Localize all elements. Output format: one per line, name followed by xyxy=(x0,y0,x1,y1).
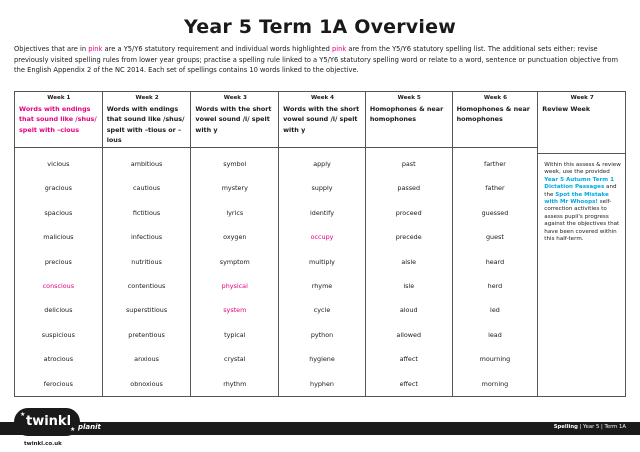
week-label: Week 6 xyxy=(483,95,507,101)
spelling-overview-table xyxy=(14,91,626,397)
spelling-word: heard xyxy=(485,257,505,266)
review-text-3: self- correction activities to assess pupil's progress against the objectives that have been covered within this half-term. xyxy=(544,199,620,243)
spelling-rule-heading: Homophones & near homophones xyxy=(456,105,530,124)
dictation-passages-link[interactable]: Year 5 Autumn Term 1 Dictation Passages xyxy=(544,176,614,191)
word-list xyxy=(366,148,452,396)
week-label: Week 1 xyxy=(47,95,71,101)
spelling-word: passed xyxy=(397,184,421,193)
spelling-word: delicious xyxy=(44,306,73,315)
twinkl-logo xyxy=(14,408,84,447)
review-text xyxy=(538,154,625,243)
logo-wordmark: twinkl xyxy=(26,414,72,429)
spelling-word: gracious xyxy=(44,184,72,193)
spelling-word: crystal xyxy=(224,355,246,364)
spelling-word: nutritious xyxy=(131,257,162,266)
spelling-word: precious xyxy=(44,257,72,266)
spelling-word: mystery xyxy=(221,184,248,193)
week-column xyxy=(15,92,103,396)
spelling-rule-heading: Words with the short vowel sound /i/ spelt with y xyxy=(283,105,360,134)
spelling-word: typical xyxy=(224,330,246,339)
spelling-word: father xyxy=(485,184,505,193)
spelling-word: apply xyxy=(313,160,331,169)
intro-text-1: Objectives that are in xyxy=(14,45,89,53)
intro-text-3: are from the Y5/Y6 statutory spelling list. The additional sets either: revise previously visited spelling rules from lower year groups; practise a spelling rule linked to a Y5/Y6 statutory spelling word or relate to a word, sentence or punctuation objective from the English Appendix 2 of the NC 2014. Each set of spellings contains 10 words linked to the objective. xyxy=(14,45,618,75)
review-header xyxy=(538,92,625,154)
spelling-word: oxygen xyxy=(223,233,247,242)
spelling-word: superstitious xyxy=(125,306,168,315)
week-label: Week 7 xyxy=(570,95,594,101)
word-list xyxy=(279,148,365,396)
spelling-word: isle xyxy=(403,282,415,291)
footer-label xyxy=(554,424,626,430)
spelling-word: farther xyxy=(483,160,506,169)
spelling-word: ferocious xyxy=(43,379,73,388)
spelling-word: conscious xyxy=(42,282,75,291)
spot-the-mistake-link[interactable]: Spot the Mistake with Mr Whoops! xyxy=(544,191,609,206)
spelling-word: hygiene xyxy=(309,355,335,364)
spelling-word: past xyxy=(401,160,416,169)
spelling-word: allowed xyxy=(396,330,422,339)
week-header xyxy=(103,92,191,148)
spelling-word: anxious xyxy=(134,355,159,364)
spelling-word: spacious xyxy=(44,208,73,217)
spelling-word: obnoxious xyxy=(130,379,163,388)
week-header xyxy=(15,92,102,148)
logo-url: twinkl.co.uk xyxy=(24,441,62,447)
word-list xyxy=(453,148,538,396)
week-header xyxy=(191,92,278,148)
spelling-word: guest xyxy=(486,233,504,242)
planit-wordmark: planit xyxy=(78,423,101,431)
spelling-rule-heading: Words with endings that sound like /shus/ spelt with –cious xyxy=(19,105,97,134)
spelling-word: hyphen xyxy=(310,379,334,388)
spelling-word: precede xyxy=(395,233,422,242)
week-header xyxy=(279,92,365,148)
spelling-word: system xyxy=(223,306,247,315)
spelling-word: symptom xyxy=(219,257,250,266)
word-list xyxy=(103,148,191,396)
spelling-word: supply xyxy=(311,184,333,193)
page-title: Year 5 Term 1A Overview xyxy=(184,16,456,38)
week-label: Week 2 xyxy=(135,95,159,101)
spelling-word: ambitious xyxy=(130,160,163,169)
spelling-word: cycle xyxy=(313,306,331,315)
intro-paragraph xyxy=(14,44,626,76)
week-column xyxy=(103,92,192,396)
spelling-word: contentious xyxy=(127,282,166,291)
spelling-rule-heading: Words with the short vowel sound /i/ spelt with y xyxy=(195,105,272,134)
spelling-word: herd xyxy=(487,282,503,291)
week-label: Week 5 xyxy=(397,95,421,101)
spelling-rule-heading: Homophones & near homophones xyxy=(369,105,444,124)
spelling-word: led xyxy=(490,306,500,315)
word-list xyxy=(15,148,102,396)
spelling-word: morning xyxy=(481,379,509,388)
week-column xyxy=(366,92,453,396)
star-icon: ★ xyxy=(20,411,26,418)
spelling-word: aisle xyxy=(401,257,417,266)
spelling-word: malicious xyxy=(43,233,74,242)
review-column xyxy=(538,92,625,396)
review-text-2: and the xyxy=(544,184,617,198)
spelling-rule-heading: Words with endings that sound like /shus/ spelt with –tious or –ious xyxy=(106,105,185,145)
intro-text-2: are a Y5/Y6 statutory requirement and individual words highlighted xyxy=(102,45,332,53)
week-header xyxy=(453,92,538,148)
week-header xyxy=(366,92,452,148)
week-label: Week 3 xyxy=(223,95,247,101)
spelling-word: atrocious xyxy=(43,355,74,364)
word-list xyxy=(191,148,278,396)
spelling-word: occupy xyxy=(310,233,334,242)
spelling-word: effect xyxy=(399,379,418,388)
spelling-word: identify xyxy=(309,208,334,217)
week-column xyxy=(191,92,279,396)
spelling-word: guessed xyxy=(481,208,509,217)
spelling-word: mourning xyxy=(479,355,511,364)
page-footer xyxy=(0,408,640,452)
spelling-word: physical xyxy=(221,282,248,291)
spelling-word: proceed xyxy=(395,208,422,217)
spelling-word: pretentious xyxy=(128,330,165,339)
week-column xyxy=(453,92,539,396)
spelling-word: rhythm xyxy=(223,379,247,388)
spelling-word: multiply xyxy=(309,257,335,266)
spelling-word: cautious xyxy=(133,184,161,193)
footer-subject: Spelling xyxy=(553,424,578,430)
week-column xyxy=(279,92,366,396)
review-heading: Review Week xyxy=(542,105,591,113)
spelling-word: rhyme xyxy=(311,282,333,291)
spelling-word: lyrics xyxy=(226,208,244,217)
spelling-word: infectious xyxy=(131,233,163,242)
spelling-word: suspicious xyxy=(41,330,75,339)
spelling-word: python xyxy=(310,330,334,339)
intro-pink-1: pink xyxy=(88,45,103,53)
week-label: Week 4 xyxy=(310,95,335,101)
spelling-word: aloud xyxy=(399,306,418,315)
spelling-word: lead xyxy=(488,330,502,339)
footer-term: | Year 5 | Term 1A xyxy=(577,424,626,430)
star-icon: ★ xyxy=(70,426,76,433)
spelling-word: fictitious xyxy=(132,208,161,217)
spelling-word: symbol xyxy=(223,160,247,169)
spelling-word: affect xyxy=(399,355,418,364)
intro-pink-2: pink xyxy=(332,45,347,53)
review-text-1: Within this assess & review week, use the provided xyxy=(544,162,621,176)
spelling-word: vicious xyxy=(47,160,70,169)
